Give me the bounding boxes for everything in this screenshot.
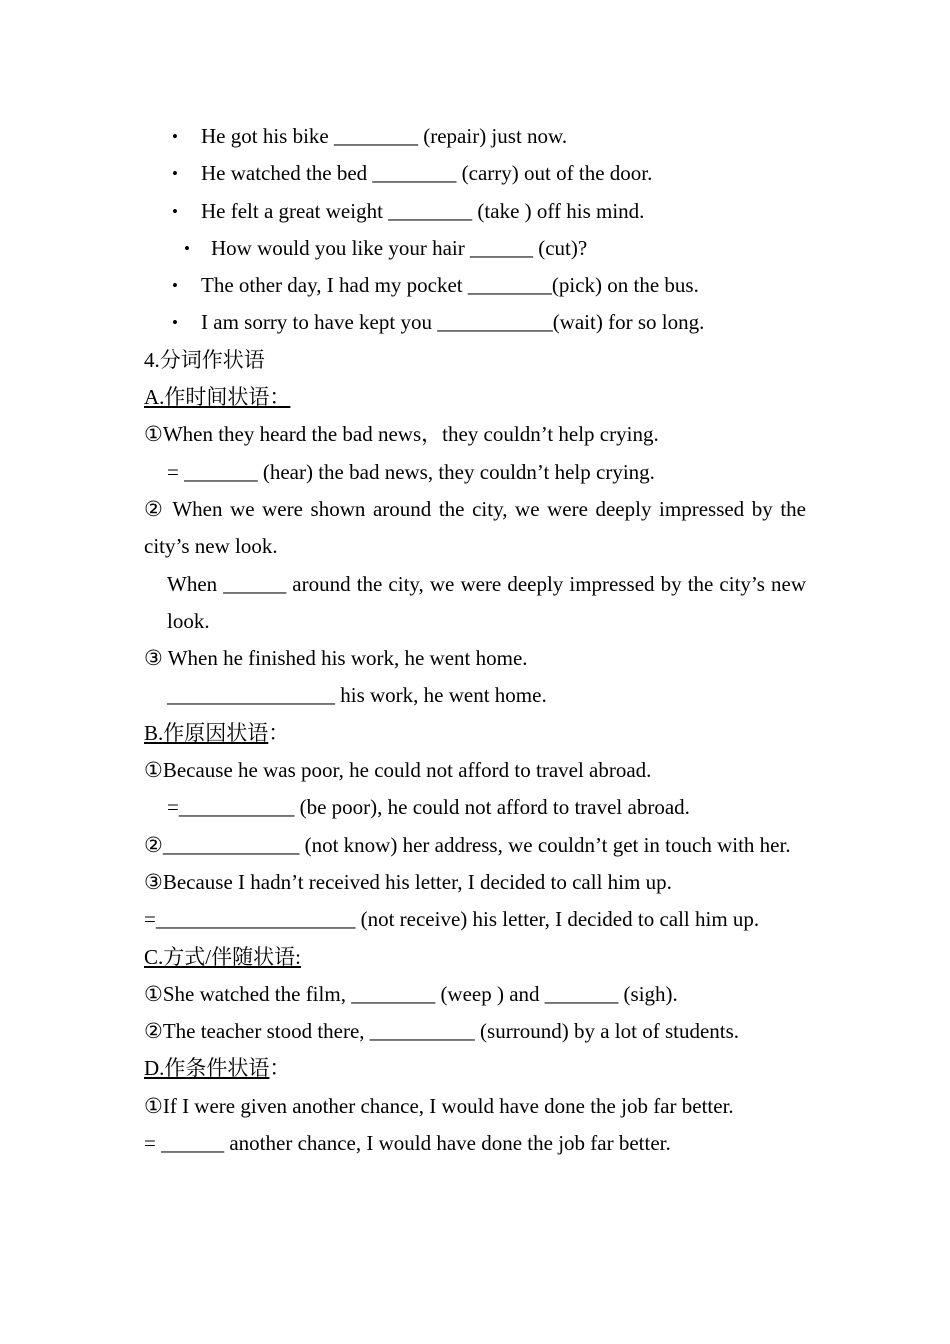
exercise-line: ________________ his work, he went home. [167,683,547,708]
heading-suffix: ： [269,1056,291,1081]
list-item-text: The other day, I had my pocket ________(pick) on the bus. [201,273,699,298]
section-title: 4.分词作状语 [144,347,265,372]
list-item [144,193,806,230]
list-item-text: How would you like your hair ______ (cut)? [211,235,588,260]
exercise-line: =___________ (be poor), he could not afford to travel abroad. [167,795,690,820]
exercise-line: ①If I were given another chance, I would have done the job far better. [144,1093,734,1118]
bullet-icon: • [172,276,178,296]
list-item-text: He felt a great weight ________ (take ) off his mind. [201,198,645,223]
bullet-icon: • [172,127,178,146]
list-item-text: He got his bike ________ (repair) just now. [201,124,568,148]
heading-suffix: ： [268,720,290,745]
list-item-text: I am sorry to have kept you ___________(wait) for so long. [201,310,705,335]
list-item [144,304,806,341]
subsection-heading-text: A.作时间状语： [144,385,291,410]
subsection-heading-a [144,379,806,416]
exercise-line: ①Because he was poor, he could not afford to travel abroad. [144,758,652,783]
exercise-paragraph: ② When we were shown around the city, we were deeply impressed by the city’s new look. [144,496,806,559]
bullet-icon: • [172,164,178,184]
exercise-line: =___________________ (not receive) his letter, I decided to call him up. [144,907,760,932]
document-page [144,118,806,1162]
subsection-heading-c [144,939,806,976]
subsection-heading-b [144,715,806,752]
exercise-line: = _______ (hear) the bad news, they couldn’t help crying. [167,459,655,484]
exercise-line: ①When they heard the bad news，they couldn’t help crying. [144,422,659,447]
exercise-line: = ______ another chance, I would have done the job far better. [144,1131,671,1156]
exercise-line: ②The teacher stood there, __________ (surround) by a lot of students. [144,1019,740,1044]
bullet-icon: • [172,201,178,221]
exercise-paragraph [144,566,806,641]
bullet-icon: • [184,238,190,258]
list-item [144,230,806,267]
list-item [144,118,806,155]
subsection-heading-text: D.作条件状语 [144,1056,270,1081]
list-item [144,155,806,192]
subsection-heading-text: B.作原因状语 [144,720,269,745]
exercise-line: ③ When he finished his work, he went home. [144,646,528,671]
list-item-text: He watched the bed ________ (carry) out of the door. [201,161,653,186]
subsection-heading-text: C.方式/伴随状语: [144,944,301,969]
exercise-line: ③Because I hadn’t received his letter, I decided to call him up. [144,869,672,894]
exercise-line: ①She watched the film, ________ (weep ) and _______ (sigh). [144,981,678,1006]
exercise-paragraph: ②_____________ (not know) her address, we couldn’t get in touch with her. [144,832,791,857]
bullet-icon: • [172,313,178,333]
subsection-heading-d [144,1050,806,1087]
list-item [144,267,806,304]
exercise-text: When ______ around the city, we were deeply impressed by the city’s new look. [167,571,806,633]
